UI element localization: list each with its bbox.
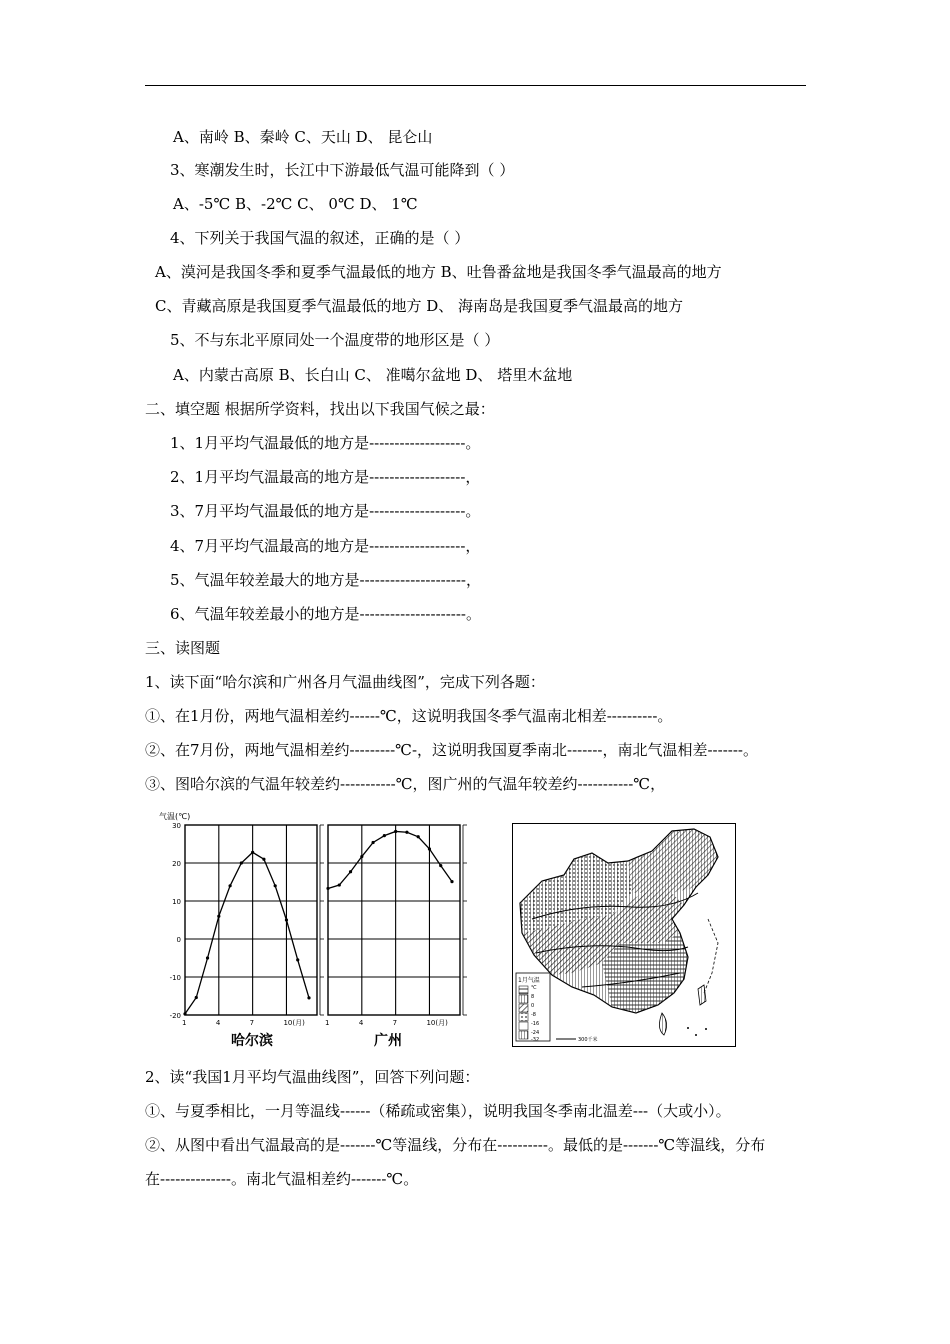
y-tick-label: 20 [172,860,181,868]
south-sea-island [687,1027,689,1029]
x-tick-label: 4 [215,1019,221,1027]
figure-q2-item-2: ②、从图中看出气温最高的是-------℃等温线，分布在----------。最低的是-------℃等温线，分布 [145,1136,766,1154]
data-point [274,884,277,887]
x-tick-label: 1 [182,1019,187,1027]
data-point [228,884,231,887]
q2-options: A、南岭 B、秦岭 C、天山 D、 昆仑山 [173,128,433,146]
q4-options-cd: C、青藏高原是我国夏季气温最低的地方 D、 海南岛是我国夏季气温最高的地方 [155,297,684,315]
data-point [206,956,209,959]
y-axis-label: 气温(℃) [159,812,191,821]
chart-title: 广州 [374,1033,402,1049]
legend-value: -24 [531,1030,540,1036]
data-point [338,883,341,886]
section-fill-in-heading: 二、填空题 根据所学资料，找出以下我国气候之最： [145,400,495,418]
january-isotherm-map [512,823,736,1047]
data-point [326,887,329,890]
data-point [428,847,431,850]
chart-frame [328,825,460,1015]
y-tick-label: -20 [169,1012,181,1020]
data-point [394,830,397,833]
q5-options: A、内蒙古高原 B、长白山 C、 准噶尔盆地 D、 塔里木盆地 [173,366,573,384]
data-point [262,858,265,861]
figure-q1-item-3: ③、图哈尔滨的气温年较差约-----------℃，图广州的气温年较差约-----------℃， [145,775,666,793]
figure-q2-item-2-continued: 在--------------。南北气温相差约-------℃。 [145,1170,419,1188]
data-point [405,831,408,834]
legend-value: -32 [531,1037,540,1043]
data-point [183,1012,186,1015]
y-tick-label: 10 [172,898,181,906]
section-read-figure-heading: 三、读图题 [145,639,221,657]
fill-item-3: 3、7月平均气温最低的地方是-------------------。 [170,502,481,520]
x-tick-label: 7 [392,1019,398,1027]
figure-q2-intro: 2、读“我国1月平均气温曲线图”，回答下列问题： [145,1068,480,1086]
fill-item-2: 2、1月平均气温最高的地方是-------------------， [170,468,481,486]
data-point [349,870,352,873]
data-point [296,958,299,961]
fill-item-1: 1、1月平均气温最低的地方是-------------------。 [170,434,481,452]
legend-value: 8 [531,994,535,1000]
legend-swatch [519,995,528,1003]
legend-value: -8 [531,1012,536,1018]
figure-q2-item-1: ①、与夏季相比，一月等温线------（稀疏或密集），说明我国冬季南北温差---（大或小）。 [145,1102,731,1120]
legend-swatch [519,1004,528,1012]
south-sea-island [705,1028,707,1030]
fill-item-6: 6、气温年较差最小的地方是---------------------。 [170,605,481,623]
data-point [217,915,220,918]
data-point [307,996,310,999]
data-point [240,861,243,864]
data-point [450,880,453,883]
data-point [285,918,288,921]
q4-question: 4、下列关于我国气温的叙述，正确的是（ ） [170,229,470,247]
data-point [195,996,198,999]
temperature-series-line [185,852,309,1014]
q4-options-ab: A、漠河是我国冬季和夏季气温最低的地方 B、吐鲁番盆地是我国冬季气温最高的地方 [155,263,722,281]
legend-swatch [519,1031,528,1039]
january-isotherm-map-figure [512,823,736,1047]
south-sea-island [695,1034,697,1036]
y-tick-label: 0 [176,936,181,944]
chart-title: 哈尔滨 [231,1033,273,1049]
q3-question: 3、寒潮发生时，长江中下游最低气温可能降到（ ） [170,161,515,179]
temperature-series-line [328,831,452,888]
data-point [360,855,363,858]
header-rule [145,85,806,86]
legend-swatch [519,986,528,994]
data-point [417,835,420,838]
map-scale-label: 300千米 [578,1037,598,1043]
legend-value: -16 [531,1021,540,1027]
map-legend-title: 1月气温 [518,977,540,984]
x-tick-label: 7 [249,1019,255,1027]
x-tick-label: 1 [325,1019,330,1027]
y-tick-label: 30 [172,822,181,830]
temperature-curve-figure [145,810,480,1055]
x-tick-label: 10(月) [283,1019,305,1027]
legend-value: 0 [531,1003,535,1009]
legend-value: ℃ [531,985,537,991]
fill-item-5: 5、气温年较差最大的地方是---------------------， [170,571,481,589]
figure-q1-item-2: ②、在7月份，两地气温相差约---------℃-，这说明我国夏季南北-------，南北气温相差-------。 [145,741,758,759]
data-point [251,851,254,854]
data-point [383,834,386,837]
fill-item-4: 4、7月平均气温最高的地方是-------------------， [170,537,481,555]
x-tick-label: 4 [358,1019,364,1027]
data-point [439,864,442,867]
legend-swatch [519,1013,528,1021]
temperature-curve-charts [145,810,480,1055]
q5-question: 5、不与东北平原同处一个温度带的地形区是（ ） [170,331,500,349]
x-tick-label: 10(月) [426,1019,448,1027]
q3-options: A、-5℃ B、-2℃ C、 0℃ D、 1℃ [173,195,418,213]
data-point [371,841,374,844]
figure-q1-item-1: ①、在1月份，两地气温相差约------℃，这说明我国冬季气温南北相差----------。 [145,707,673,725]
y-tick-label: -10 [169,974,181,982]
legend-swatch [519,1022,528,1030]
figure-q1-intro: 1、读下面“哈尔滨和广州各月气温曲线图”，完成下列各题： [145,673,545,691]
